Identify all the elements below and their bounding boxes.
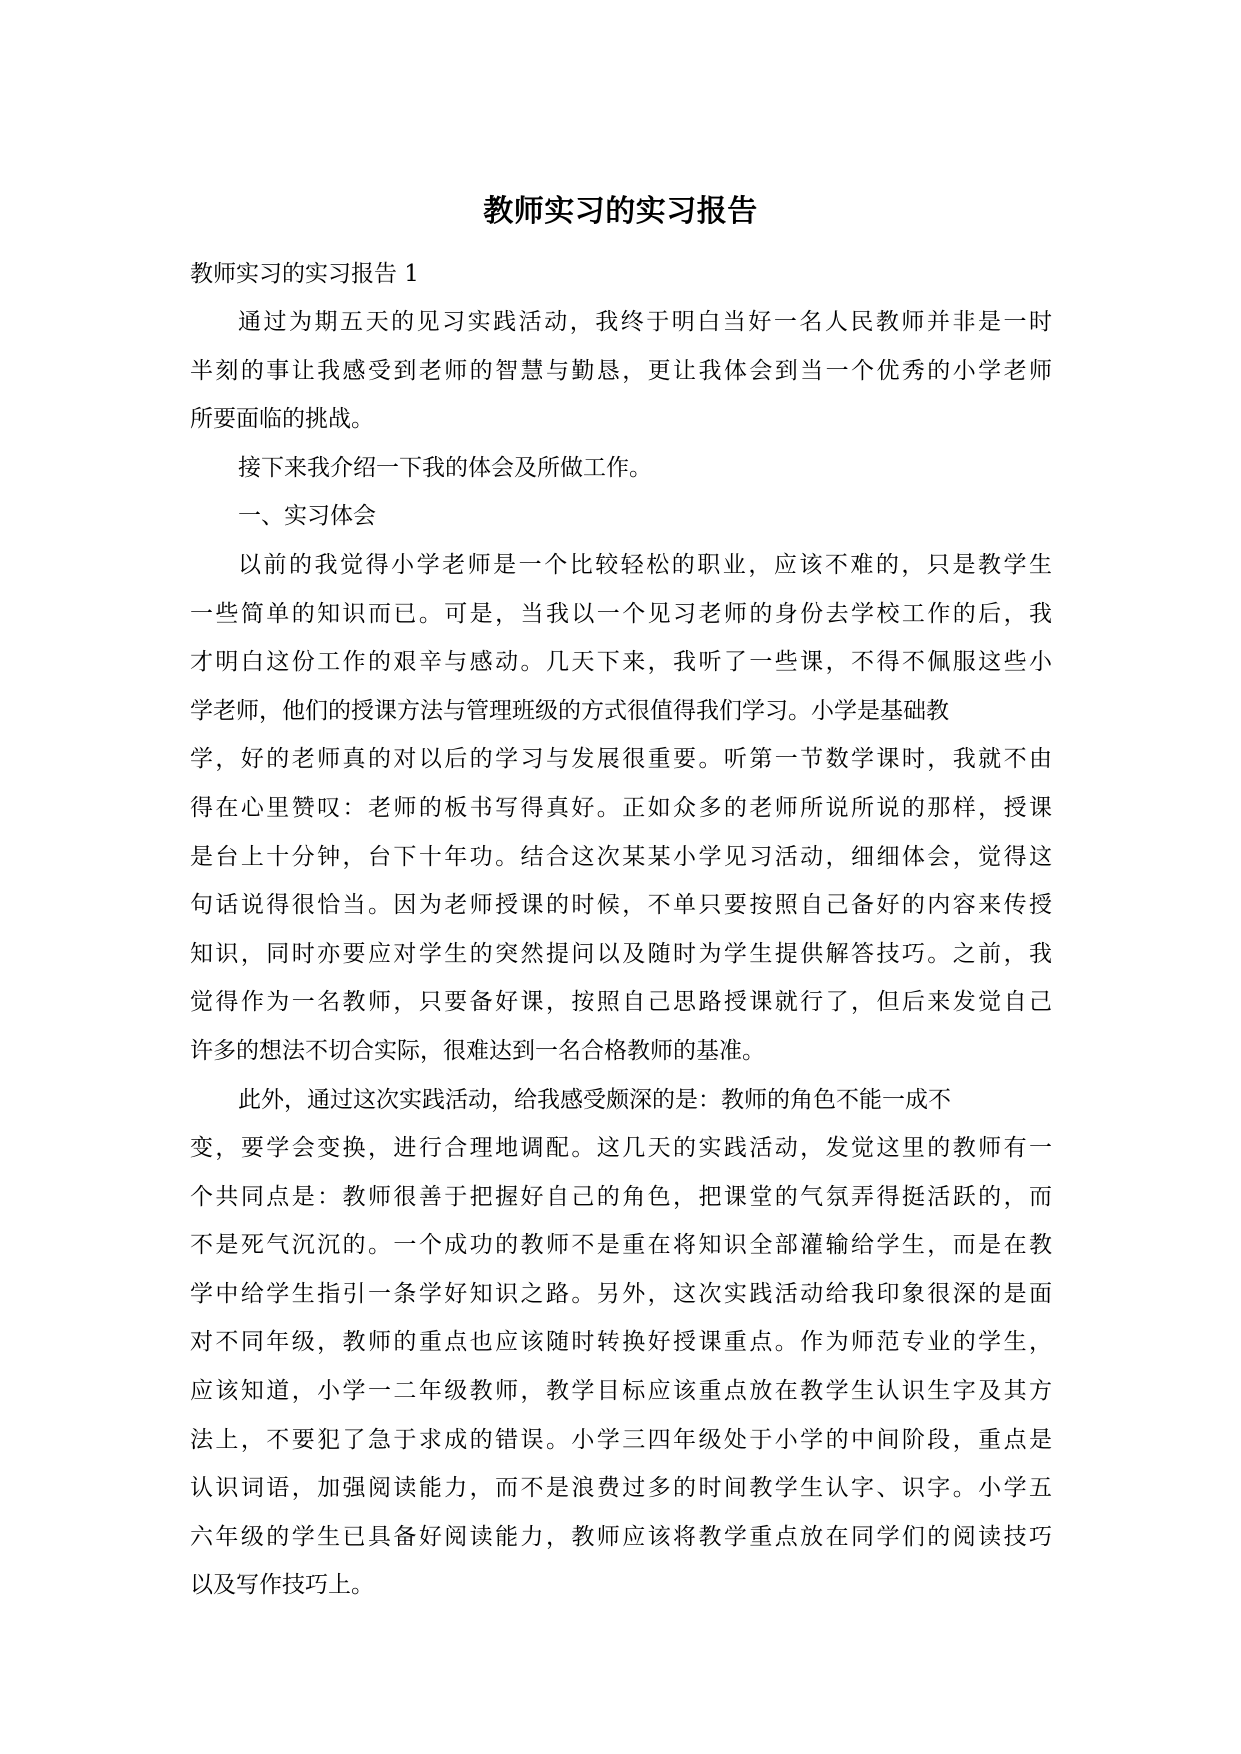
text-line: 法上，不要犯了急于求成的错误。小学三四年级处于小学的中间阶段，重点是 <box>190 1426 1052 1453</box>
text-line: 一、实习体会 <box>238 503 376 530</box>
text-line: 以及写作技巧上。 <box>190 1572 374 1599</box>
document-title: 教师实习的实习报告 <box>483 194 758 229</box>
text-line: 是台上十分钟，台下十年功。结合这次某某小学见习活动，细细体会，觉得这 <box>190 843 1052 870</box>
text-line: 学老师，他们的授课方法与管理班级的方式很值得我们学习。小学是基础教 <box>190 697 949 724</box>
text-line: 句话说得很恰当。因为老师授课的时候，不单只要按照自己备好的内容来传授 <box>190 892 1052 919</box>
text-line: 变，要学会变换，进行合理地调配。这几天的实践活动，发觉这里的教师有一 <box>190 1135 1052 1162</box>
text-line: 学中给学生指引一条学好知识之路。另外，这次实践活动给我印象很深的是面 <box>190 1280 1052 1307</box>
text-line: 许多的想法不切合实际，很难达到一名合格教师的基准。 <box>190 1037 765 1064</box>
text-line: 一些简单的知识而已。可是，当我以一个见习老师的身份去学校工作的后，我 <box>190 600 1052 627</box>
document-body <box>190 304 1052 1616</box>
text-line: 半刻的事让我感受到老师的智慧与勤恳，更让我体会到当一个优秀的小学老师 <box>190 357 1052 384</box>
text-line: 认识词语，加强阅读能力，而不是浪费过多的时间教学生认字、识字。小学五 <box>190 1475 1052 1502</box>
text-line: 学，好的老师真的对以后的学习与发展很重要。听第一节数学课时，我就不由 <box>190 746 1052 773</box>
text-line: 对不同年级，教师的重点也应该随时转换好授课重点。作为师范专业的学生， <box>190 1329 1052 1356</box>
text-line: 得在心里赞叹：老师的板书写得真好。正如众多的老师所说所说的那样，授课 <box>190 794 1052 821</box>
text-line: 觉得作为一名教师，只要备好课，按照自己思路授课就行了，但后来发觉自己 <box>190 989 1052 1016</box>
text-line: 以前的我觉得小学老师是一个比较轻松的职业，应该不难的，只是教学生 <box>238 551 1052 578</box>
text-line: 应该知道，小学一二年级教师，教学目标应该重点放在教学生认识生字及其方 <box>190 1378 1052 1405</box>
text-line: 通过为期五天的见习实践活动，我终于明白当好一名人民教师并非是一时 <box>238 309 1052 335</box>
section-heading: 教师实习的实习报告 1 <box>190 261 419 287</box>
text-line: 六年级的学生已具备好阅读能力，教师应该将教学重点放在同学们的阅读技巧 <box>190 1523 1052 1550</box>
text-line: 所要面临的挑战。 <box>190 406 374 433</box>
text-line: 个共同点是：教师很善于把握好自己的角色，把课堂的气氛弄得挺活跃的，而 <box>190 1183 1052 1210</box>
text-line: 知识，同时亦要应对学生的突然提问以及随时为学生提供解答技巧。之前，我 <box>190 940 1052 967</box>
text-line: 接下来我介绍一下我的体会及所做工作。 <box>238 454 652 481</box>
text-line: 不是死气沉沉的。一个成功的教师不是重在将知识全部灌输给学生，而是在教 <box>190 1232 1052 1259</box>
text-line: 此外，通过这次实践活动，给我感受颇深的是：教师的角色不能一成不 <box>238 1086 951 1113</box>
text-line: 才明白这份工作的艰辛与感动。几天下来，我听了一些课，不得不佩服这些小 <box>190 649 1052 676</box>
